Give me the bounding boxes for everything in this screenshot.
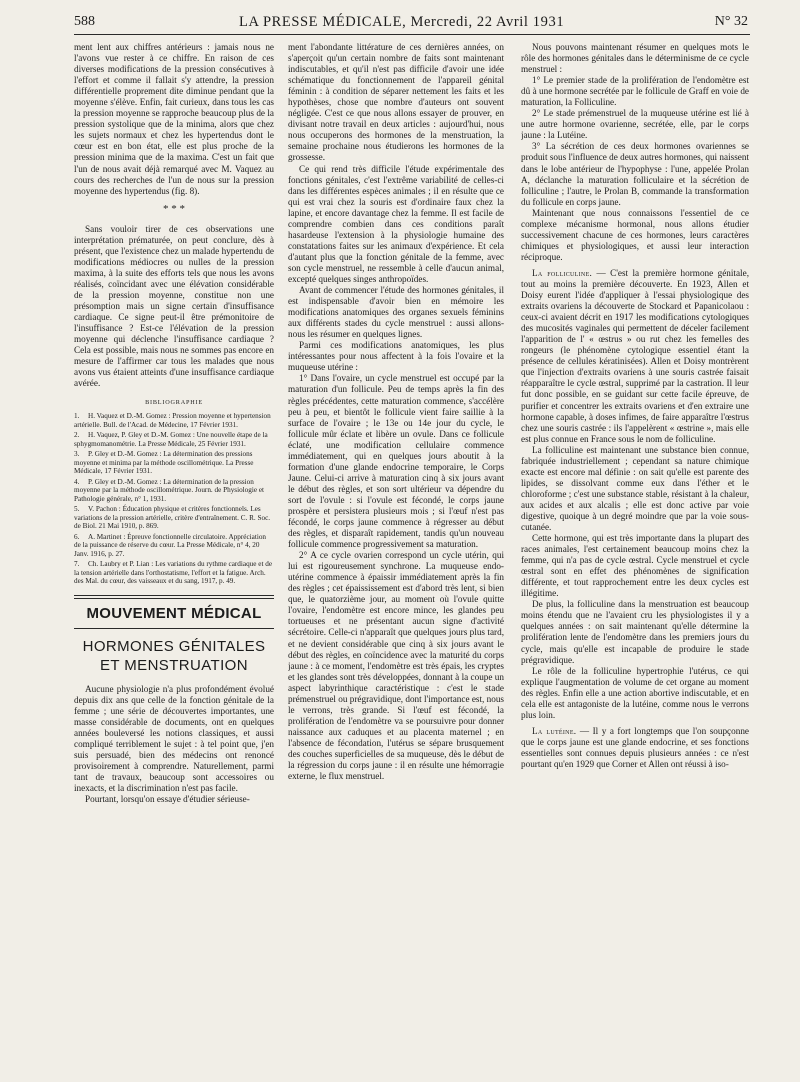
article-title-line-1: HORMONES GÉNITALES [82, 637, 266, 655]
bibliography-entry [74, 478, 274, 504]
bibliography-entry [74, 431, 274, 448]
bibliography-list [74, 412, 274, 586]
paragraph: Parmi ces modifications anatomiques, les plus intéressantes pour nous affectent à la fois l'ovaire et la muqueuse utérine : [288, 340, 504, 373]
column-3 [521, 42, 749, 1082]
divider [74, 628, 274, 629]
divider [74, 595, 274, 596]
bibliography-text: H. Vaquez et D.-M. Gomez : Pression moyenne et hypertension artérielle. Bull. de l'Acad. de Médecine, 17 Février 1931. [74, 412, 271, 429]
paragraph: 1° Dans l'ovaire, un cycle menstruel est occupé par la maturation d'un follicule. Peu de temps après la fin des règles précédentes, cette maturation commence, s'accélère peu à peu, et bientôt le follicule vient faire saillie à la surface de l'ovaire ; le 13e ou 14e jour du cycle, le follicule mûr éclate et libère un ovule. Dans ce follicule éclaté, une modification cellulaire commence immédiatement, qui en quelques jours aboutit à la formation d'une glande endocrine temporaire, le Corps Jaune. Celui-ci arrive à maturation cinq à six jours avant le début des règles, et son sort ultérieur va dépendre du sort de l'ovule : si l'ovule est fécondé, le corps jaune prospère et persistera plusieurs mois ; si l'œuf n'est pas fécondé, le corps jaune commence à régresser au début des règles, et disparaît rapidement, tandis qu'un nouveau follicule commence progressivement sa maturation. [288, 373, 504, 550]
paragraph [521, 268, 749, 445]
bibliography-number: 7. [74, 560, 80, 569]
bibliography-number: 1. [74, 412, 80, 421]
article-title [74, 637, 274, 675]
paragraph: 1° Le premier stade de la prolifération de l'endomètre est dû à une hormone secrétée par le follicule de Graff en voie de maturation, la Folliculine. [521, 75, 749, 108]
paragraph: Pourtant, lorsqu'on essaye d'étudier sérieuse- [85, 794, 250, 805]
paragraph-text: — C'est la première hormone génitale, tout au moins la première découverte. En 1923, Allen et Doisy eurent l'idée d'appliquer à l'essai physiologique des extraits ovariens la découverte de Stockard et Papanicolaou : ceux-ci avaient décrit en 1917 les modifications cytologiques des mucosités vaginales qui permettent de déceler facilement l'apparition de l' « œstrus » ou rut chez les femelles des rongeurs (le phénomène cytologique essentiel étant la présence de cellules kératinisées). Allen et Doisy montrèrent que l'injection d'extraits ovariens à une souris castrée faisait réapparaître le cycle œstral, supprimé par la castration. Il leur fut donc possible, en se guidant sur cette facile épreuve, de purifier et concentrer les extraits ovariens et d'en extraire une hormone capable, à doses infimes, de faire apparaître l'œstrus chez une souris castrée : ils l'appelèrent « œstrine », mais elle est plus connue en France sous le nom de folliculine. [521, 267, 749, 444]
paragraph: 2° Le stade prémenstruel de la muqueuse utérine est lié à une autre hormone ovarienne, secrétée, elle, par le corps jaune : la Lutéine. [521, 108, 749, 141]
paragraph: De plus, la folliculine dans la menstruation est beaucoup moins étendu que ne l'avaient cru les physiologistes il y a quelques années : on sait maintenant qu'elle détermine la prolifération lente de l'endomètre dans les premiers jours du cycle, mais qu'elle est incapable de produire le stade prégravidique. [521, 599, 749, 665]
paragraph-text: — Il y a fort longtemps que l'on soupçonne que le corps jaune est une glande endocrine, et ses fonctions essentielles sont connues depuis plusieurs années : ce n'est pourtant qu'en 1929 que Corner et Allen ont réussi à iso- [521, 725, 749, 769]
paragraph: 2° A ce cycle ovarien correspond un cycle utérin, qui lui est rigoureusement synchrone. La muqueuse endo-utérine commence à épaissir immédiatement après la fin des règles ; cet épaississement est d'abord très lent, si bien que, le quatorzième jour, au moment où l'ovule quitte l'ovaire, l'endomètre est encore mince, les glandes peu tortueuses et ne présentant aucun signe d'activité sécrétoire. Celle-ci n'apparaît que quelques jours plus tard, et ne devient considérable que cinq à six jours avant le début des règles, en coïncidence avec la maturité du corps jaune : à ce moment, l'endomètre est très épais, les cryptes et les glandes sont très développées, donnant à la coupe un aspect labyrinthique caractéristique : c'est le stade prémenstruel ou prégravidique, dont l'importance est, nous le verrons, très grande. Si l'œuf est fécondé, la prolifération de l'endomètre va se poursuivre pour donner naissance aux caduques et au placenta maternel ; en l'absence de fécondation, l'utérus se sépare brusquement des couches superficielles de sa muqueuse, dès le début de la régression du corps jaune : il en résulte une hémorragie externe, le flux menstruel. [288, 550, 504, 782]
paragraph: La folliculine est maintenant une substance bien connue, fabriquée industriellement ; cependant sa nature chimique exacte est encore mal définie : on sait qu'elle est parente des lipides, se dissolvant comme eux dans l'éther et le chloroforme ; c'est une substance stable, résistant à la chaleur, aux acides et aux alcalis ; elle est donc active par voie digestive, quoique à un degré moindre que par la voie sous-cutanée. [521, 444, 749, 533]
article-title-line-2: ET MENSTRUATION [100, 656, 248, 674]
bibliography-number: 6. [74, 532, 80, 541]
column-1 [74, 42, 274, 1082]
subsection-heading: La folliculine. [532, 267, 593, 278]
bibliography-text: H. Vaquez, P. Gley et D.-M. Gomez : Une nouvelle étape de la sphygmomanométrie. La Presse Médicale, 25 Février 1931. [74, 431, 268, 448]
paragraph: Maintenant que nous connaissons l'essentiel de ce complexe mécanisme hormonal, nous allons étudier successivement chacune de ces hormones, leurs caractères chimiques et physiologiques, et aussi leur interaction réciproque. [521, 207, 749, 262]
page-header [74, 10, 750, 35]
paragraph: 3° La sécrétion de ces deux hormones ovariennes se produit sous l'influence de deux autres hormones, qui naissent dans le lobe antérieur de l'hypophyse : l'une, appelée Prolan A, déclanche la maturation folliculaire et la sécrétion de folliculine ; l'autre, le Prolan B, commande la transformation du follicule en corps jaune. [521, 141, 749, 207]
paragraph: Ce qui rend très difficile l'étude expérimentale des fonctions génitales, c'est l'extrême variabilité de celles-ci dans les différentes espèces animales ; il en résulte que ce qui est vrai chez la souris est d'ordinaire faux chez la lapine, et encore davantage chez la femme. Il est facile de comprendre combien dans ces conditions paraît hasardeuse l'extension à la physiologie humaine des constatations faites sur les animaux d'expérience. Et cela d'autant plus que la fonction génitale de la femme, avec son cycle menstruel, ne ressemble à celle d'aucun animal, excepté quelques singes anthropoïdes. [288, 163, 504, 284]
bibliography-entry [74, 560, 274, 586]
paragraph: Aucune physiologie n'a plus profondément évolué depuis dix ans que celle de la fonction génitale de la femme ; une série de découvertes importantes, une masse considérable de documents, ont en quelques années bouleversé les notions classiques, et aussi compliqué terriblement le sujet : à tel point que, j'en suis persuadé, bien des médecins ont renoncé provisoirement à comprendre. Naturellement, parmi tant de travaux, beaucoup sont accessoires ou inexacts, et la discrimination n'est pas facile. [74, 683, 274, 794]
bibliography-number: 4. [74, 477, 80, 486]
paragraph: Nous pouvons maintenant résumer en quelques mots le rôle des hormones génitales dans le déterminisme de ce cycle menstruel : [521, 42, 749, 75]
page-number: 588 [74, 14, 95, 29]
journal-title: LA PRESSE MÉDICALE, Mercredi, 22 Avril 1931 [239, 14, 565, 30]
bibliography-text: A. Martinet : Épreuve fonctionnelle circulatoire. Appréciation de la puissance de réserve du cœur. La Presse Médicale, n° 4, 20 Janv. 1916, p. 27. [74, 532, 267, 558]
paragraph: Sans vouloir tirer de ces observations une interprétation prématurée, on peut conclure, dès à présent, que l'existence chez un malade hypertendu de modifications médiocres ou nulles de la pression maxima, à la suite des efforts tels que nous les avons réalisés, coïncidant avec une élévation considérable de la pression moyenne, constitue non une présomption mais un signe certain d'insuffisance cardiaque. Ce signe peut-il être prémonitoire de l'insuffisance ? Est-ce l'élévation de la pression moyenne qui déclenche l'insuffisance cardiaque ? Cela est possible, mais nous ne sommes pas encore en mesure de l'affirmer car tous les malades que nous avons vus étaient atteints d'une insuffisance cardiaque avérée. [74, 223, 274, 389]
bibliography-text: P. Gley et D.-M. Gomez : La détermination de la pression moyenne par la méthode oscillométrique. Journ. de Physiologie et Pathologie générale, n° 1, 1931. [74, 477, 265, 503]
bibliography-number: 5. [74, 505, 80, 514]
bibliography-entry [74, 412, 274, 429]
paragraph: ment l'abondante littérature de ces dernières années, on s'aperçoit qu'un certain nombre de faits sont maintenant indiscutables, et qu'il n'est pas difficile d'avoir une idée schématique du fonctionnement de l'appareil génital féminin : à condition de séparer nettement les faits et les hypothèses, chose que nombre d'auteurs ont souvent négligée. C'est ce que nous allons essayer de prouver, en divisant notre travail en deux articles : aujourd'hui, nous nous occuperons des hormones de la menstruation, la semaine prochaine nous étudierons les hormones de la grossesse. [288, 42, 504, 163]
paragraph: Le rôle de la folliculine hypertrophie l'utérus, ce qui explique l'augmentation de volume de cet organe au moment des règles. Enfin elle a une action abortive indiscutable, et en cela elle est antagoniste de la lutéine, comme nous le verrons plus loin. [521, 665, 749, 720]
paragraph: Avant de commencer l'étude des hormones génitales, il est indispensable d'avoir bien en mémoire les modifications anatomiques des organes sexuels féminins aux différents stades du cycle menstruel : aussi allons-nous les résumer en quelques lignes. [288, 285, 504, 340]
bibliography-entry [74, 505, 274, 531]
bibliography-number: 3. [74, 450, 80, 459]
bibliography-heading: BIBLIOGRAPHIE [145, 399, 203, 407]
bibliography-entry [74, 533, 274, 559]
bibliography-number: 2. [74, 431, 80, 440]
bibliography-text: V. Pachon : Éducation physique et critères fonctionnels. Les variations de la pression artérielle, critère d'entraînement. C. R. Soc. de Biol. 21 Mai 1910, p. 869. [74, 505, 271, 531]
divider [74, 598, 274, 599]
bibliography-text: Ch. Laubry et P. Lian : Les variations du rythme cardiaque et de la tension artérielle dans l'orthostatisme, l'effort et la fatigue. Arch. des Mal. du cœur, des vaisseaux et du sang, 1917, p. 49. [74, 560, 273, 586]
paragraph [521, 726, 749, 770]
column-2 [288, 42, 504, 1082]
paragraph: ment lent aux chiffres antérieurs : jamais nous ne l'avons vue rester à ce chiffre. En raison de ces diverses modifications de la pression consécutives à l'effort et comme il fallait s'y attendre, la pression différentielle proprement dite diminue pendant que la moyenne s'élève. Enfin, fait curieux, dans tous les cas la pression moyenne se rapproche beaucoup plus de la pression systolique que de la minima, alors que chez les sujets normaux et chez les hypertendus dont le cœur est en bon état, elle est plus proche de la pression minima que de la maxima. C'est un fait que l'un de nous avait déjà remarqué avec M. Vaquez au cours des recherches de l'un de nous sur la pression moyenne des hypertendus (fig. 8). [74, 42, 274, 196]
issue-number: N° 32 [714, 14, 748, 29]
section-separator-stars: * * * [163, 202, 185, 215]
section-heading: MOUVEMENT MÉDICAL [86, 604, 262, 622]
bibliography-text: P. Gley et D.-M. Gomez : La détermination des pressions moyenne et minima par la méthode oscillométrique. La Presse Médicale, 17 Février 1931. [74, 450, 254, 476]
subsection-heading: La lutéine. [532, 725, 577, 736]
paragraph: Cette hormone, qui est très importante dans la plupart des races animales, l'est certainement beaucoup moins chez la femme, qui n'a pas de cycle œstral. Cycle menstruel et cycle œstral sont en effet des phénomènes de signification différente, et tout rapprochement entre les deux cycles est illégitime. [521, 533, 749, 599]
bibliography-entry [74, 450, 274, 476]
